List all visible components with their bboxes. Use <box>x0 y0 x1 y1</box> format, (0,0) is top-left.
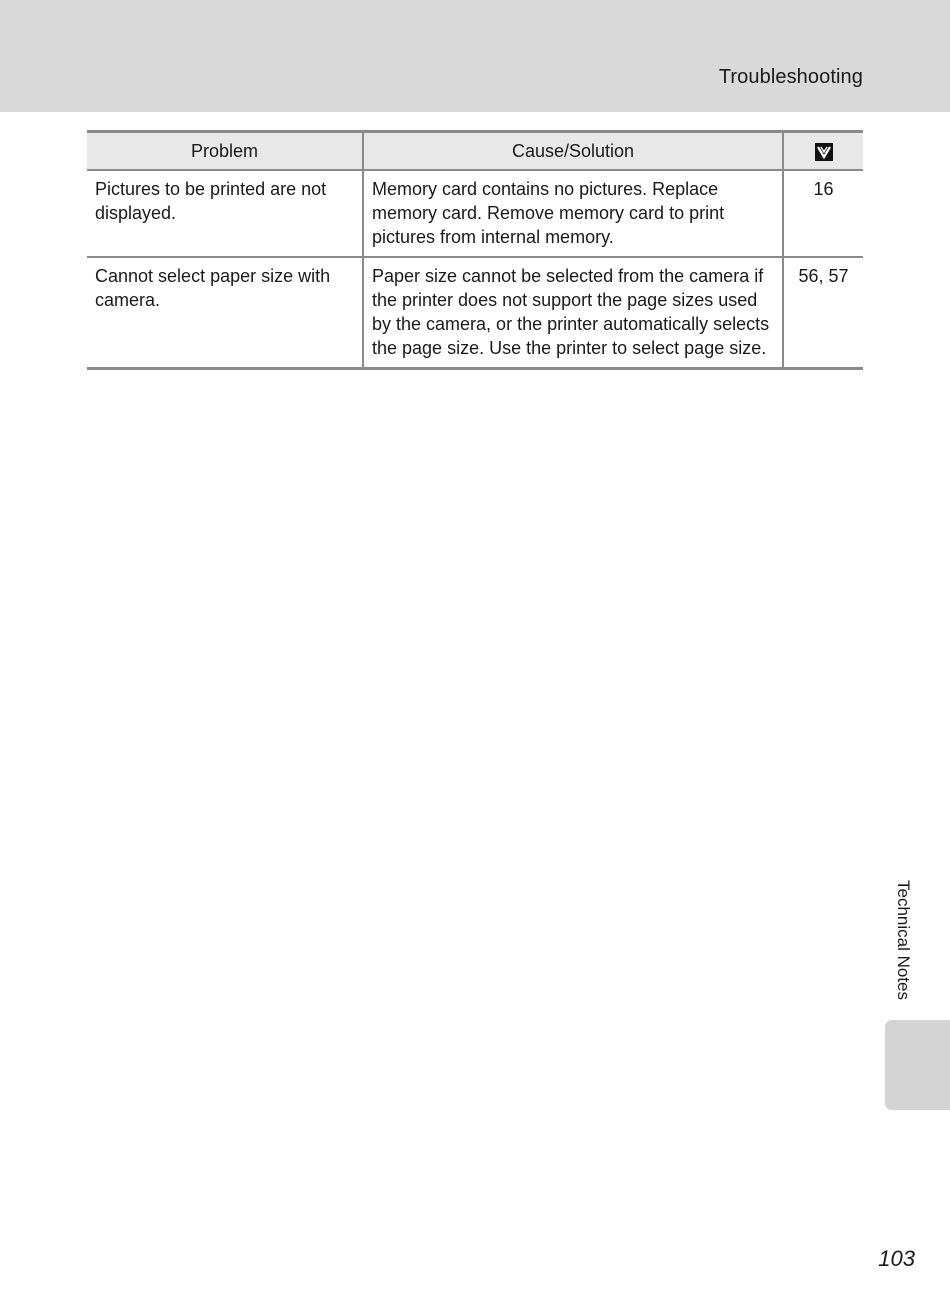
cause-solution-cell: Paper size cannot be selected from the camera if the printer does not support the page sizes used by the camera, or the printer automatically selects the page size. Use the printer to select page size. <box>363 257 783 369</box>
table-row <box>87 257 863 369</box>
problem-cell: Cannot select paper size with camera. <box>87 257 363 369</box>
page-reference-icon <box>814 142 834 162</box>
cause-solution-cell: Memory card contains no pictures. Replace memory card. Remove memory card to print pictures from internal memory. <box>363 170 783 257</box>
reference-column-header <box>783 132 863 171</box>
page-reference-cell: 56, 57 <box>783 257 863 369</box>
table-header-row <box>87 132 863 171</box>
problem-column-header: Problem <box>87 132 363 171</box>
section-title: Troubleshooting <box>718 66 863 88</box>
troubleshooting-table <box>87 130 863 370</box>
page-reference-cell: 16 <box>783 170 863 257</box>
cause-solution-column-header: Cause/Solution <box>363 132 783 171</box>
header-band <box>0 0 950 112</box>
side-tab-label: Technical Notes <box>894 879 913 1001</box>
problem-cell: Pictures to be printed are not displayed. <box>87 170 363 257</box>
page-number: 103 <box>878 1246 915 1271</box>
section-side-tab <box>885 1020 950 1110</box>
table-row <box>87 170 863 257</box>
